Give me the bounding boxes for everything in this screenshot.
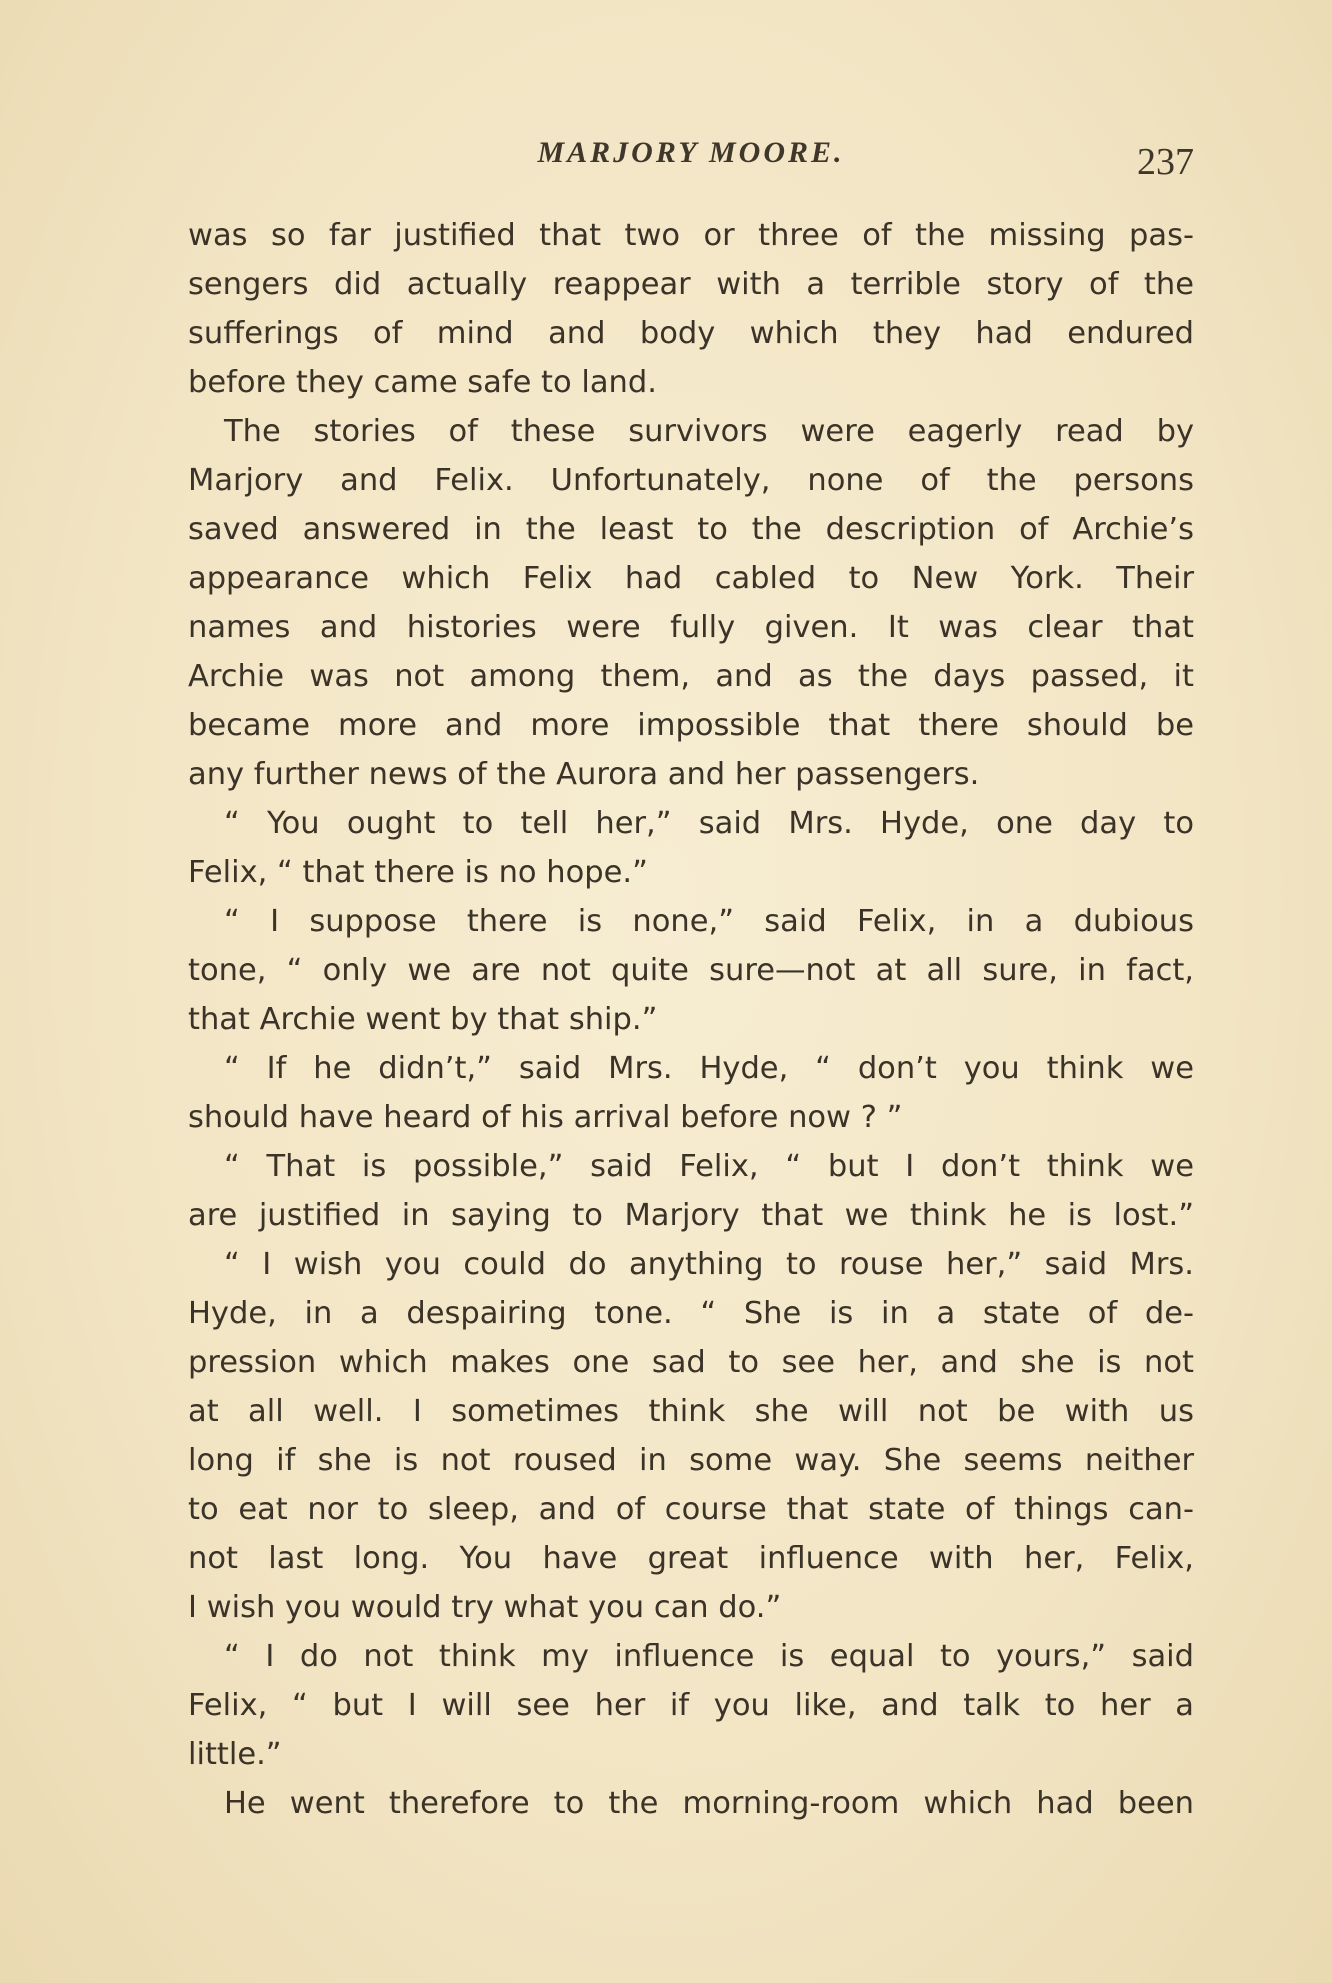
- text-line: before they came safe to land.: [188, 365, 657, 400]
- text-line: sufferings of mind and body which they had endured: [188, 316, 1194, 351]
- text-line: to eat nor to sleep, and of course that state of things can-: [188, 1492, 1194, 1527]
- text-line: Archie was not among them, and as the days passed, it: [188, 659, 1194, 694]
- text-line: not last long. You have great influence with her, Felix,: [188, 1541, 1194, 1576]
- text-line: should have heard of his arrival before now ? ”: [188, 1100, 903, 1135]
- text-line: long if she is not roused in some way. She seems neither: [188, 1443, 1194, 1478]
- text-line: pression which makes one sad to see her, and she is not: [188, 1345, 1194, 1380]
- text-line: Marjory and Felix. Unfortunately, none of the persons: [188, 463, 1194, 498]
- text-line: Felix, “ that there is no hope.”: [188, 855, 648, 890]
- text-line: sengers did actually reappear with a terrible story of the: [188, 267, 1194, 302]
- body-text: [188, 211, 1194, 1828]
- text-line: Felix, “ but I will see her if you like, and talk to her a: [188, 1688, 1194, 1723]
- text-line: are justified in saying to Marjory that we think he is lost.”: [188, 1198, 1194, 1233]
- text-line: He went therefore to the morning-room which had been: [224, 1786, 1194, 1821]
- text-line: The stories of these survivors were eagerly read by: [224, 414, 1194, 449]
- page-number: 237: [1137, 141, 1194, 183]
- running-title: MARJORY MOORE.: [537, 136, 845, 169]
- text-line: “ I do not think my influence is equal to yours,” said: [224, 1639, 1194, 1674]
- text-line: saved answered in the least to the description of Archie’s: [188, 512, 1194, 547]
- text-line: names and histories were fully given. It was clear that: [188, 610, 1194, 645]
- text-line: became more and more impossible that there should be: [188, 708, 1194, 743]
- text-line: “ I suppose there is none,” said Felix, in a dubious: [224, 904, 1194, 939]
- running-head: [188, 128, 1194, 183]
- text-line: that Archie went by that ship.”: [188, 1002, 658, 1037]
- text-line: “ I wish you could do anything to rouse her,” said Mrs.: [224, 1247, 1194, 1282]
- text-line: “ You ought to tell her,” said Mrs. Hyde, one day to: [224, 806, 1194, 841]
- text-line: was so far justified that two or three of the missing pas-: [188, 218, 1194, 253]
- text-line: little.”: [188, 1737, 282, 1772]
- text-line: any further news of the Aurora and her passengers.: [188, 757, 980, 792]
- text-line: “ If he didn’t,” said Mrs. Hyde, “ don’t you think we: [224, 1051, 1194, 1086]
- text-line: I wish you would try what you can do.”: [188, 1590, 782, 1625]
- text-line: at all well. I sometimes think she will not be with us: [188, 1394, 1194, 1429]
- text-line: tone, “ only we are not quite sure—not at all sure, in fact,: [188, 953, 1194, 988]
- text-line: “ That is possible,” said Felix, “ but I don’t think we: [224, 1149, 1194, 1184]
- text-line: Hyde, in a despairing tone. “ She is in a state of de-: [188, 1296, 1194, 1331]
- text-line: appearance which Felix had cabled to New York. Their: [188, 561, 1194, 596]
